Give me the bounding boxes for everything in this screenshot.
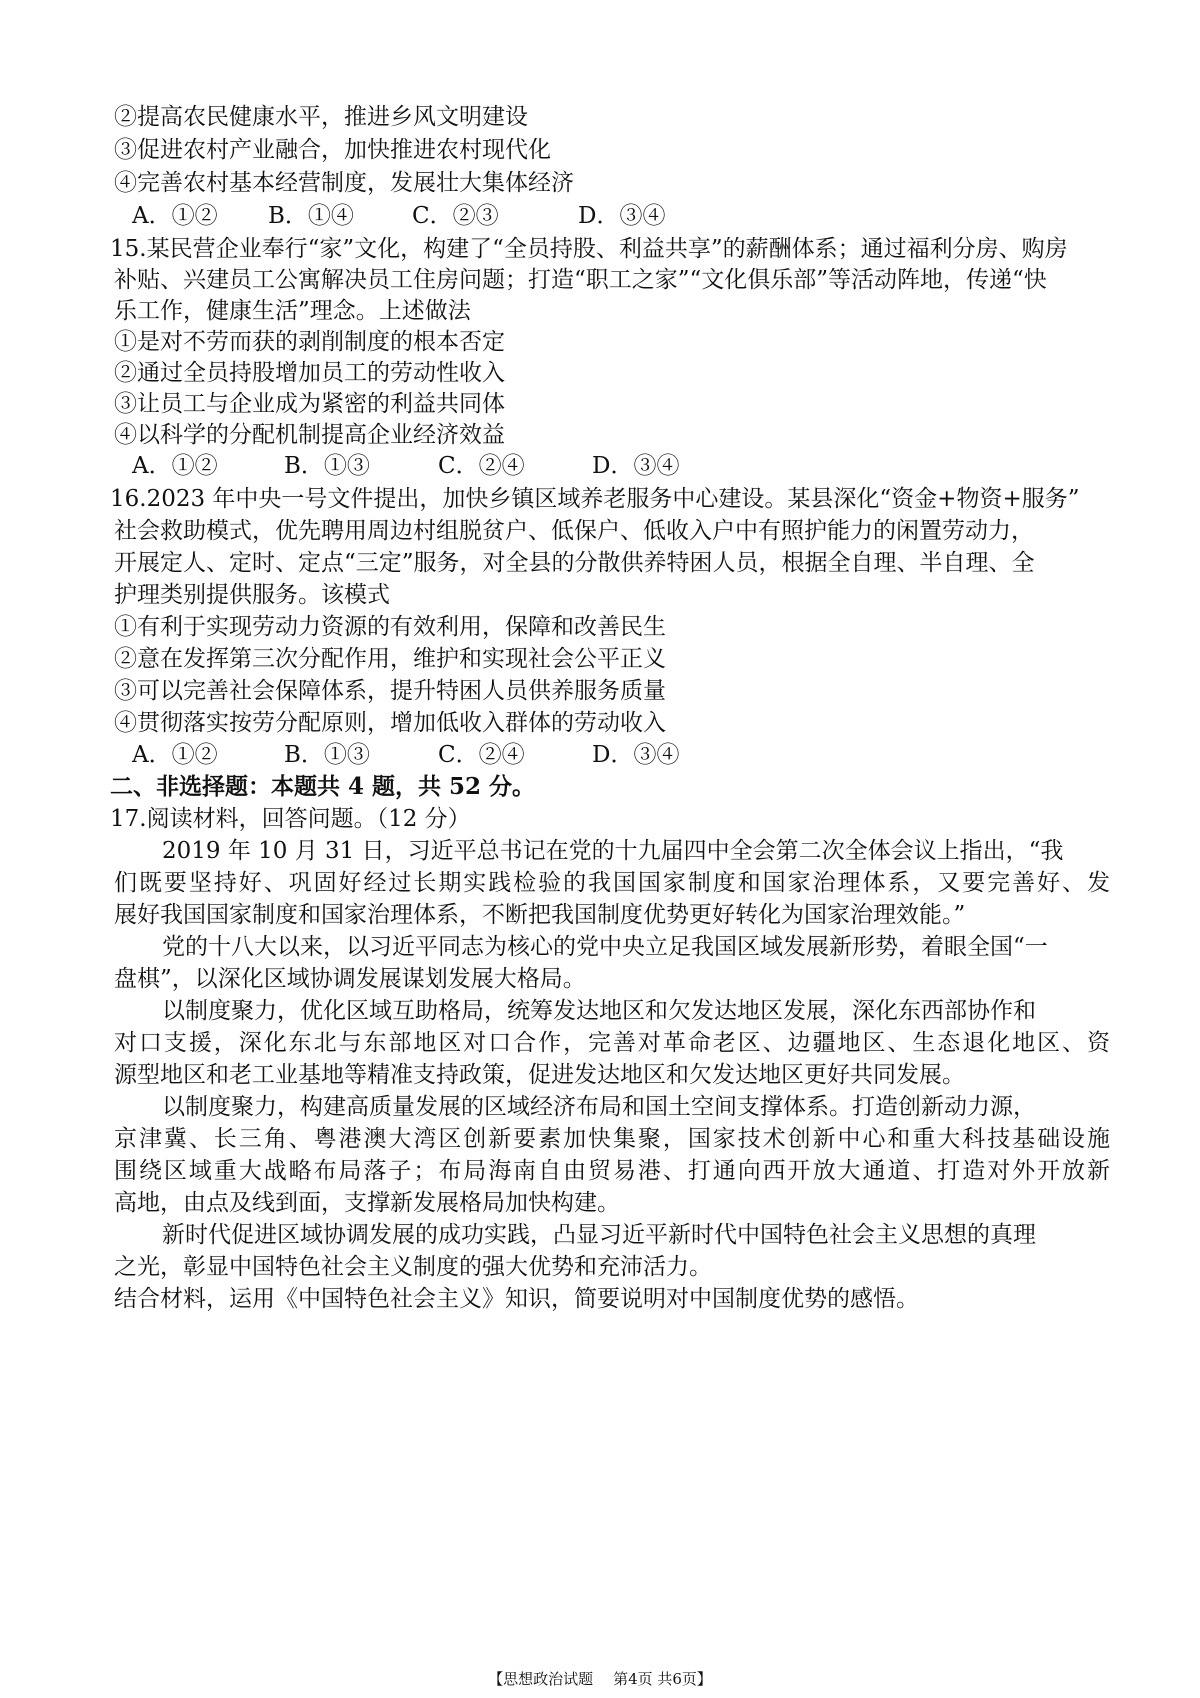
q16-statement-2: ②意在发挥第三次分配作用，维护和实现社会公平正义 bbox=[114, 646, 666, 672]
q16-stem-line-1: 16.2023 年中央一号文件提出，加快乡镇区域养老服务中心建设。某县深化“资金+物资+服务” bbox=[110, 486, 1080, 512]
q15-stem-line-1: 15.某民营企业奉行“家”文化，构建了“全员持股、利益共享”的薪酬体系；通过福利分房、购房 bbox=[110, 236, 1068, 262]
q16-stem-line-3: 开展定人、定时、定点“三定”服务，对全县的分散供养特困人员，根据全自理、半自理、全 bbox=[114, 550, 1035, 576]
q15-options bbox=[132, 449, 1132, 483]
q16-option-c[interactable]: C．②④ bbox=[438, 742, 525, 768]
q17-title: 17.阅读材料，回答问题。（12 分） bbox=[110, 806, 471, 832]
q16-options bbox=[132, 738, 1132, 772]
q17-paragraph-5-line-2: 之光，彰显中国特色社会主义制度的强大优势和充沛活力。 bbox=[114, 1254, 712, 1280]
q17-question: 结合材料，运用《中国特色社会主义》知识，简要说明对中国制度优势的感悟。 bbox=[114, 1286, 919, 1312]
q17-paragraph-3-line-1: 以制度聚力，优化区域互助格局，统筹发达地区和欠发达地区发展，深化东西部协作和 bbox=[162, 998, 1036, 1024]
q15-stem-line-2: 补贴、兴建员工公寓解决员工住房问题；打造“职工之家”“文化俱乐部”等活动阵地，传递“快 bbox=[114, 267, 1047, 293]
page-footer bbox=[0, 1668, 1200, 1690]
q15-statement-4: ④以科学的分配机制提高企业经济效益 bbox=[114, 422, 505, 448]
q17-paragraph-1-line-3: 展好我国国家制度和国家治理体系，不断把我国制度优势更好转化为国家治理效能。” bbox=[114, 902, 966, 928]
q17-paragraph-1-line-2: 们既要坚持好、巩固好经过长期实践检验的我国国家制度和国家治理体系，又要完善好、发 bbox=[114, 870, 1110, 896]
q16-stem-line-4: 护理类别提供服务。该模式 bbox=[114, 582, 390, 608]
footer-subject: 【思想政治试题 bbox=[488, 1670, 594, 1688]
q17-paragraph-3-line-2: 对口支援，深化东北与东部地区对口合作，完善对革命老区、边疆地区、生态退化地区、资 bbox=[114, 1030, 1110, 1056]
q15-option-c[interactable]: C．②④ bbox=[438, 453, 525, 479]
q17-paragraph-4-line-3: 围绕区域重大战略布局落子；布局海南自由贸易港、打通向西开放大通道、打造对外开放新 bbox=[114, 1158, 1110, 1184]
q14-option-d[interactable]: D．③④ bbox=[578, 203, 666, 229]
q14-option-a[interactable]: A．①② bbox=[132, 203, 218, 229]
q14-statement-4: ④完善农村基本经营制度，发展壮大集体经济 bbox=[114, 170, 574, 196]
q14-statement-2: ②提高农民健康水平，推进乡风文明建设 bbox=[114, 104, 528, 130]
q17-paragraph-2-line-2: 盘棋”，以深化区域协调发展谋划发展大格局。 bbox=[114, 966, 586, 992]
q17-paragraph-4-line-2: 京津冀、长三角、粤港澳大湾区创新要素加快集聚，国家技术创新中心和重大科技基础设施 bbox=[114, 1126, 1110, 1152]
q15-stem-line-3: 乐工作，健康生活”理念。上述做法 bbox=[114, 298, 471, 324]
q15-option-b[interactable]: B．①③ bbox=[284, 453, 370, 479]
q16-option-d[interactable]: D．③④ bbox=[592, 742, 680, 768]
q17-paragraph-5-line-1: 新时代促进区域协调发展的成功实践，凸显习近平新时代中国特色社会主义思想的真理 bbox=[162, 1222, 1036, 1248]
q17-paragraph-3-line-3: 源型地区和老工业基地等精准支持政策，促进发达地区和欠发达地区更好共同发展。 bbox=[114, 1062, 965, 1088]
q15-statement-1: ①是对不劳而获的剥削制度的根本否定 bbox=[114, 329, 505, 355]
q17-paragraph-1-line-1: 2019 年 10 月 31 日，习近平总书记在党的十九届四中全会第二次全体会议上指出，“我 bbox=[162, 838, 1064, 864]
footer-page-number: 第4页 共6页】 bbox=[613, 1670, 712, 1688]
q15-statement-2: ②通过全员持股增加员工的劳动性收入 bbox=[114, 360, 505, 386]
q16-statement-1: ①有利于实现劳动力资源的有效利用，保障和改善民生 bbox=[114, 614, 666, 640]
q16-option-a[interactable]: A．①② bbox=[132, 742, 218, 768]
q17-paragraph-4-line-1: 以制度聚力，构建高质量发展的区域经济布局和国土空间支撑体系。打造创新动力源， bbox=[162, 1094, 1036, 1120]
q14-option-b[interactable]: B．①④ bbox=[268, 203, 354, 229]
q16-stem-line-2: 社会救助模式，优先聘用周边村组脱贫户、低保户、低收入户中有照护能力的闲置劳动力， bbox=[114, 518, 1034, 544]
q16-option-b[interactable]: B．①③ bbox=[284, 742, 370, 768]
q15-statement-3: ③让员工与企业成为紧密的利益共同体 bbox=[114, 391, 505, 417]
q16-statement-3: ③可以完善社会保障体系，提升特困人员供养服务质量 bbox=[114, 678, 666, 704]
q15-option-d[interactable]: D．③④ bbox=[592, 453, 680, 479]
q14-options bbox=[132, 199, 1132, 233]
q16-statement-4: ④贯彻落实按劳分配原则，增加低收入群体的劳动收入 bbox=[114, 710, 666, 736]
q17-paragraph-4-line-4: 高地，由点及线到面，支撑新发展格局加快构建。 bbox=[114, 1190, 620, 1216]
q14-statement-3: ③促进农村产业融合，加快推进农村现代化 bbox=[114, 137, 551, 163]
q17-paragraph-2-line-1: 党的十八大以来，以习近平同志为核心的党中央立足我国区域发展新形势，着眼全国“一 bbox=[162, 934, 1048, 960]
q14-option-c[interactable]: C．②③ bbox=[412, 203, 499, 229]
section-heading: 二、非选择题：本题共 4 题，共 52 分。 bbox=[110, 773, 536, 800]
q15-option-a[interactable]: A．①② bbox=[132, 453, 218, 479]
